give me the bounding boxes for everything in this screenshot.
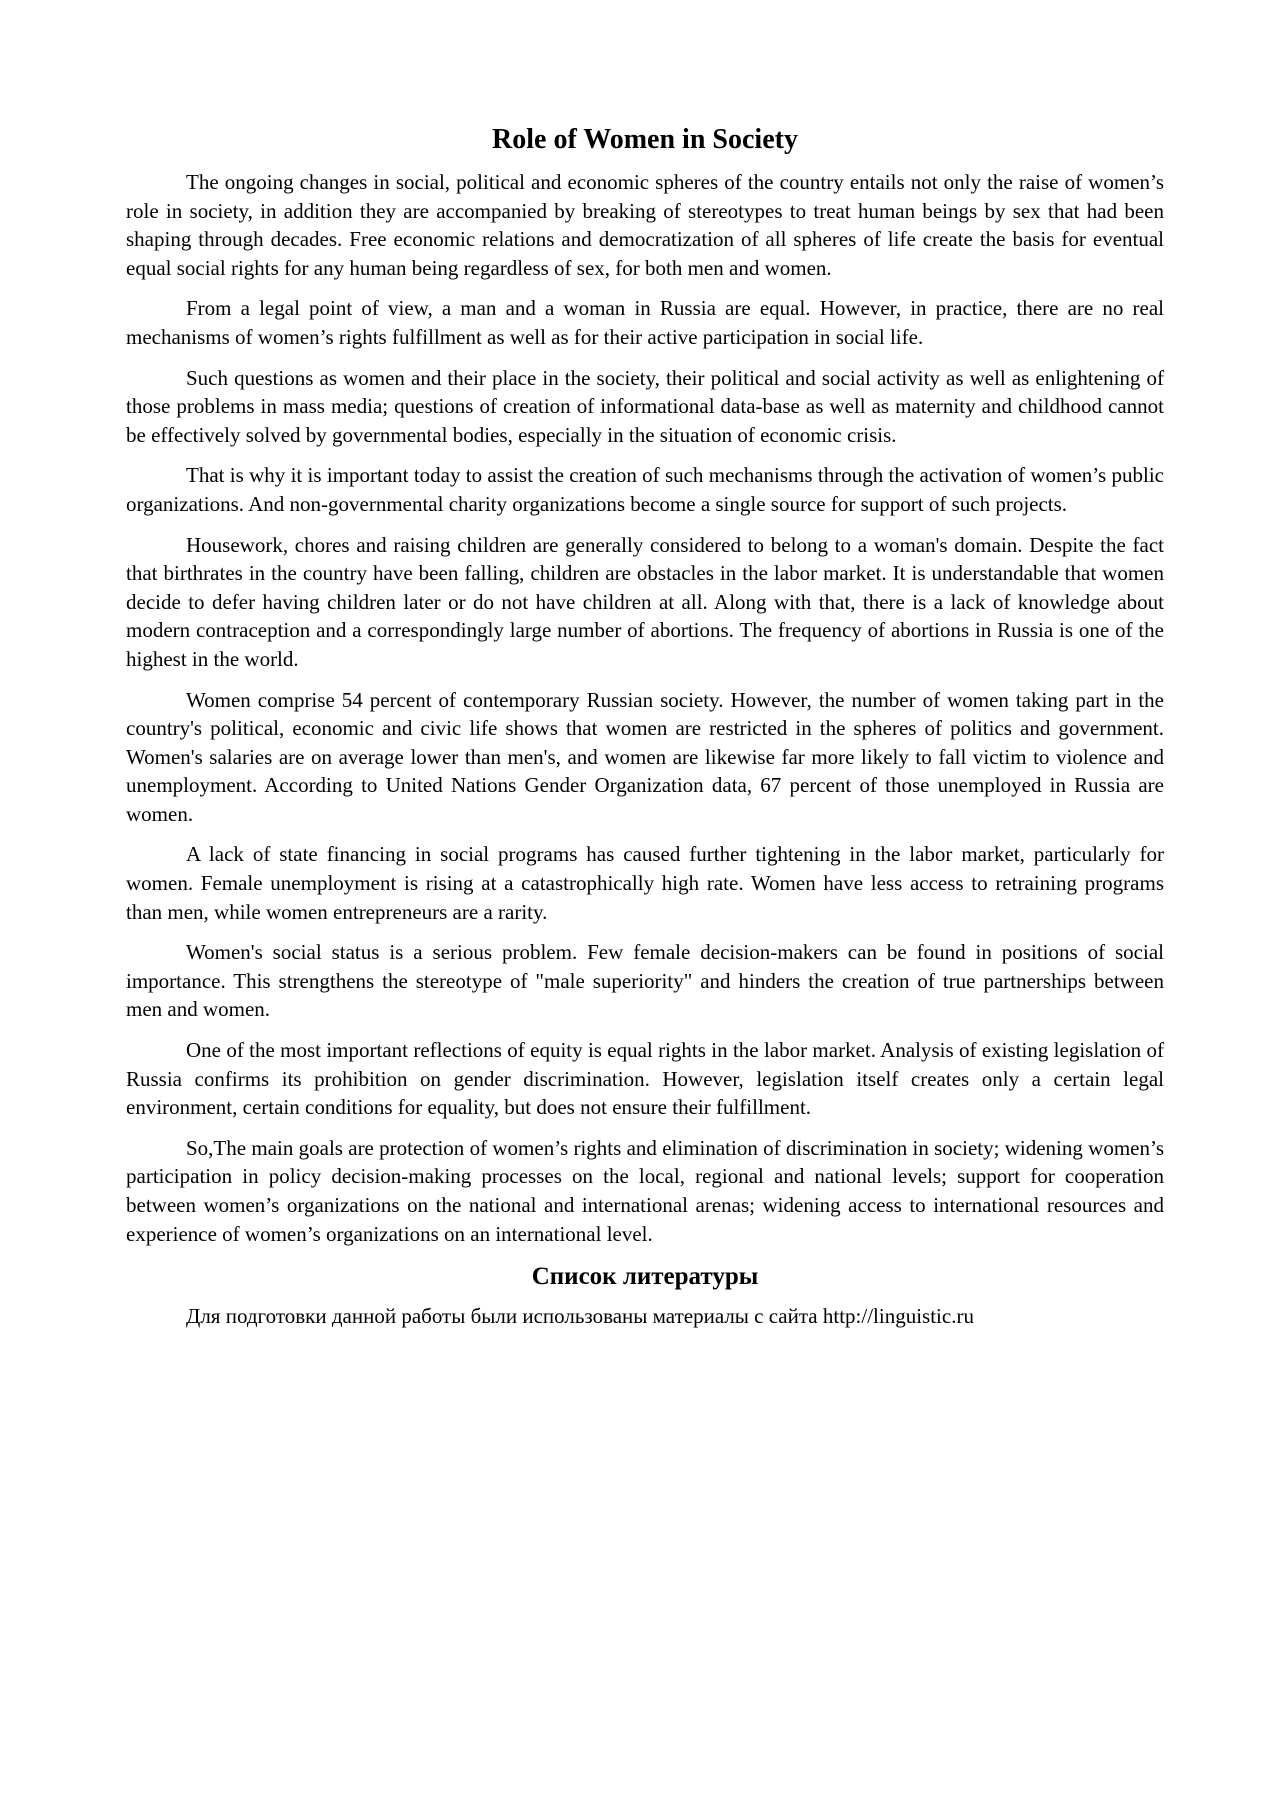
document-title: Role of Women in Society bbox=[492, 124, 798, 155]
paragraph: The ongoing changes in social, political and economic spheres of the country entails not only the raise of women’s role in society, in addition they are accompanied by breaking of stereotypes to treat human beings by sex that had been shaping through decades. Free economic relations and democratization of all spheres of life create the basis for eventual equal social rights for any human being regardless of sex, for both men and women. bbox=[126, 170, 1164, 280]
paragraph: A lack of state financing in social programs has caused further tightening in the labor market, particularly for women. Female unemployment is rising at a catastrophically high rate. Women have less access to retraining programs than men, while women entrepreneurs are a rarity. bbox=[126, 842, 1164, 924]
paragraph: One of the most important reflections of equity is equal rights in the labor market. Analysis of existing legislation of Russia confirms its prohibition on gender discrimination. However, legislation itself creates only a certain legal environment, certain conditions for equality, but does not ensure their fulfillment. bbox=[126, 1038, 1164, 1120]
document-page bbox=[126, 122, 1164, 1343]
paragraph: Such questions as women and their place in the society, their political and social activity as well as enlightening of those problems in mass media; questions of creation of informational data-base as well as maternity and childhood cannot be effectively solved by governmental bodies, especially in the situation of economic crisis. bbox=[126, 365, 1164, 447]
references-heading: Список литературы bbox=[531, 1263, 759, 1291]
paragraph: Women comprise 54 percent of contemporary Russian society. However, the number of women taking part in the country's political, economic and civic life shows that women are restricted in the spheres of politics and government. Women's salaries are on average lower than men's, and women are likewise far more likely to fall victim to violence and unemployment. According to United Nations Gender Organization data, 67 percent of those unemployed in Russia are women. bbox=[126, 687, 1164, 826]
paragraph: Women's social status is a serious problem. Few female decision-makers can be found in positions of social importance. This strengthens the stereotype of "male superiority" and hinders the creation of true partnerships between men and women. bbox=[126, 940, 1164, 1022]
references-text: Для подготовки данной работы были использованы материалы с сайта http://linguistic.ru bbox=[186, 1304, 974, 1329]
paragraph: So,The main goals are protection of women’s rights and elimination of discrimination in society; widening women’s participation in policy decision-making processes on the local, regional and national levels; support for cooperation between women’s organizations on the national and international arenas; widening access to international resources and experience of women’s organizations on an international level. bbox=[126, 1135, 1164, 1246]
paragraph: Housework, chores and raising children are generally considered to belong to a woman's domain. Despite the fact that birthrates in the country have been falling, children are obstacles in the labor market. It is understandable that women decide to defer having children later or do not have children at all. Along with that, there is a lack of knowledge about modern contraception and a correspondingly large number of abortions. The frequency of abortions in Russia is one of the highest in the world. bbox=[126, 532, 1164, 671]
paragraph: That is why it is important today to assist the creation of such mechanisms through the activation of women’s public organizations. And non-governmental charity organizations become a single source for support of such projects. bbox=[126, 463, 1164, 516]
paragraph: From a legal point of view, a man and a woman in Russia are equal. However, in practice, there are no real mechanisms of women’s rights fulfillment as well as for their active participation in social life. bbox=[126, 296, 1164, 349]
